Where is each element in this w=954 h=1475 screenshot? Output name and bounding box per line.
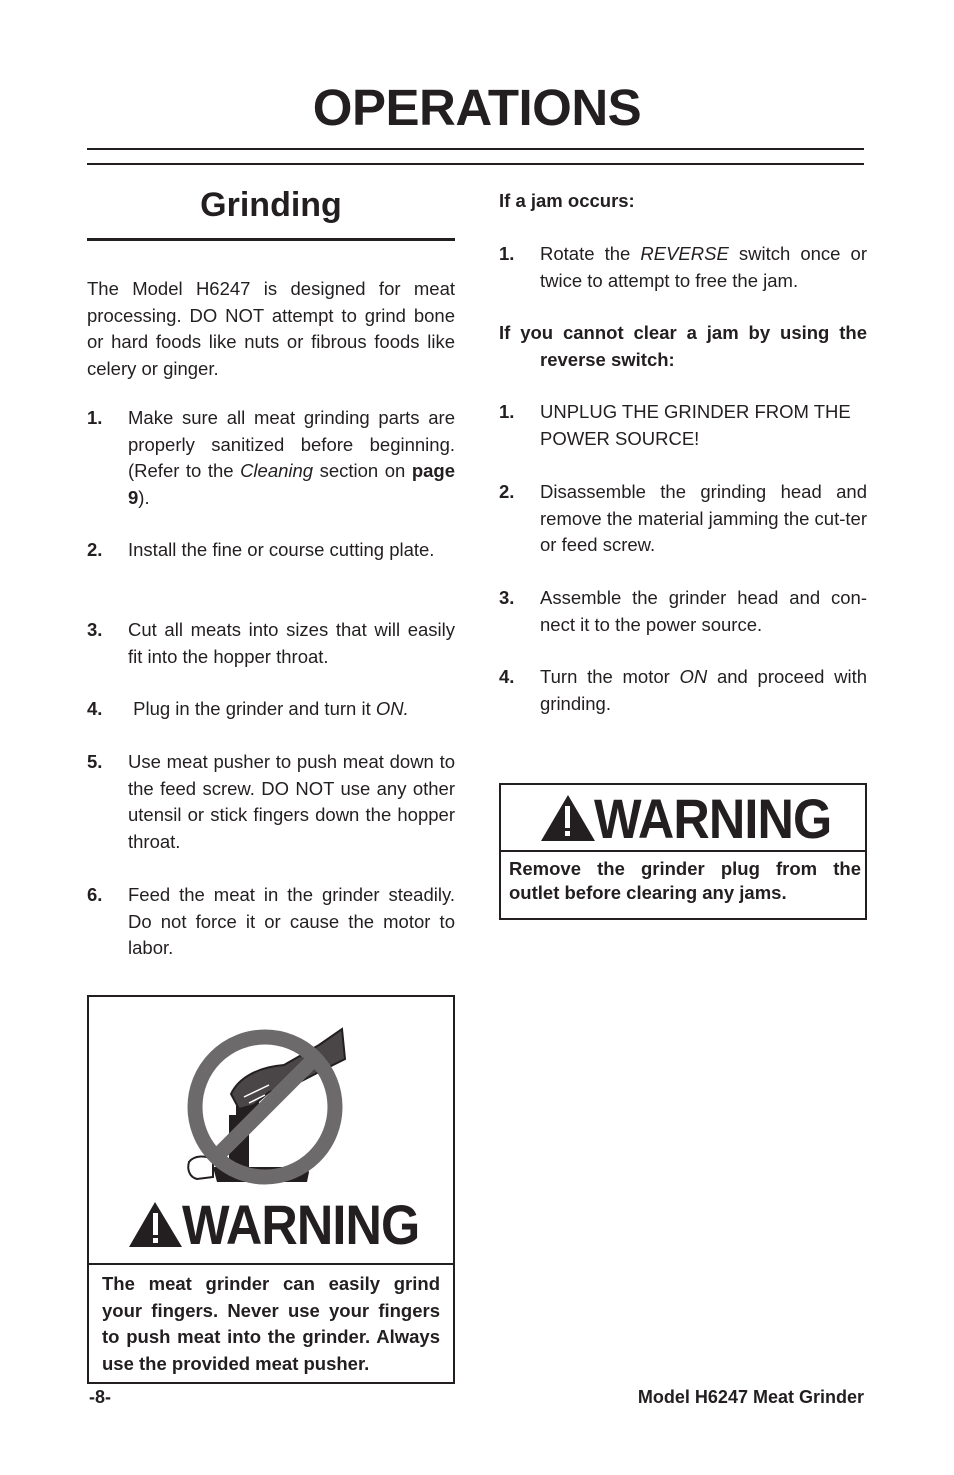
warning-text: Remove the grinder plug from the outlet before clearing any jams. [509,858,861,903]
step-text: Assemble the grinder head and con-nect it to the power source. [540,587,867,635]
step-text: Plug in the grinder and turn it ON. [128,698,409,719]
step-text: Make sure all meat grinding parts are properly sanitized before beginning. (Refer to the Cleaning section on page 9). [128,407,455,508]
step-text: Install the fine or course cutting plate. [128,539,435,560]
jam-heading: If a jam occurs: [499,190,635,211]
step-number: 3. [87,619,103,640]
step-number: 2. [499,481,515,502]
step-text: Turn the motor ON and proceed with grinding. [540,666,868,714]
footer-model: Model H6247 Meat Grinder [637,1387,864,1407]
page-number: -8- [89,1387,111,1407]
list-item [87,617,455,670]
step-text: Feed the meat in the grinder steadily. Do not force it or cause the motor to labor. [128,884,455,958]
warning-label: WARNING [182,1193,420,1256]
list-item [87,405,455,511]
step-number: 1. [87,407,103,428]
title-rule-bottom [87,163,864,165]
list-item [499,664,867,717]
list-item [499,241,867,294]
step-number: 4. [499,666,515,687]
section-title: Grinding [200,186,342,224]
warning-box-fingers [87,995,455,1384]
warning-divider [501,850,865,852]
step-text: Use meat pusher to push meat down to the feed screw. DO NOT use any other utensil or stick fingers down the hopper throat. [128,751,455,852]
list-item [87,882,455,962]
title-rule-top [87,148,864,150]
list-item [499,399,867,452]
step-number: 2. [87,539,103,560]
list-item [87,696,455,723]
warning-triangle-icon [129,1202,182,1247]
reverse-heading: If you cannot clear a jam by using the reverse switch: [499,322,867,370]
list-item [499,585,867,638]
step-text: UNPLUG THE GRINDER FROM THE POWER SOURCE! [540,401,851,449]
warning-text: The meat grinder can easily grind your fingers. Never use your fingers to push meat into the grinder. Always use the provided meat pusher. [102,1273,440,1374]
step-number: 4. [87,698,103,719]
step-number: 1. [499,243,515,264]
warning-box-jam [499,783,867,920]
step-text: Cut all meats into sizes that will easily fit into the hopper throat. [128,619,455,667]
list-item [87,749,455,855]
step-number: 1. [499,401,515,422]
intro-paragraph: The Model H6247 is designed for meat processing. DO NOT attempt to grind bone or hard foods like nuts or fibrous foods like celery or ginger. [87,278,455,379]
list-item [87,537,455,564]
step-number: 3. [499,587,515,608]
step-text: Disassemble the grinding head and remove the material jamming the cut-ter or feed screw. [540,481,867,555]
warning-divider [89,1263,453,1265]
step-text: Rotate the REVERSE switch once or twice to attempt to free the jam. [540,243,867,291]
step-number: 5. [87,751,103,772]
warning-label: WARNING [594,787,832,850]
list-item [499,479,867,559]
section-rule [87,238,455,241]
step-number: 6. [87,884,103,905]
page-title: OPERATIONS [312,79,642,136]
